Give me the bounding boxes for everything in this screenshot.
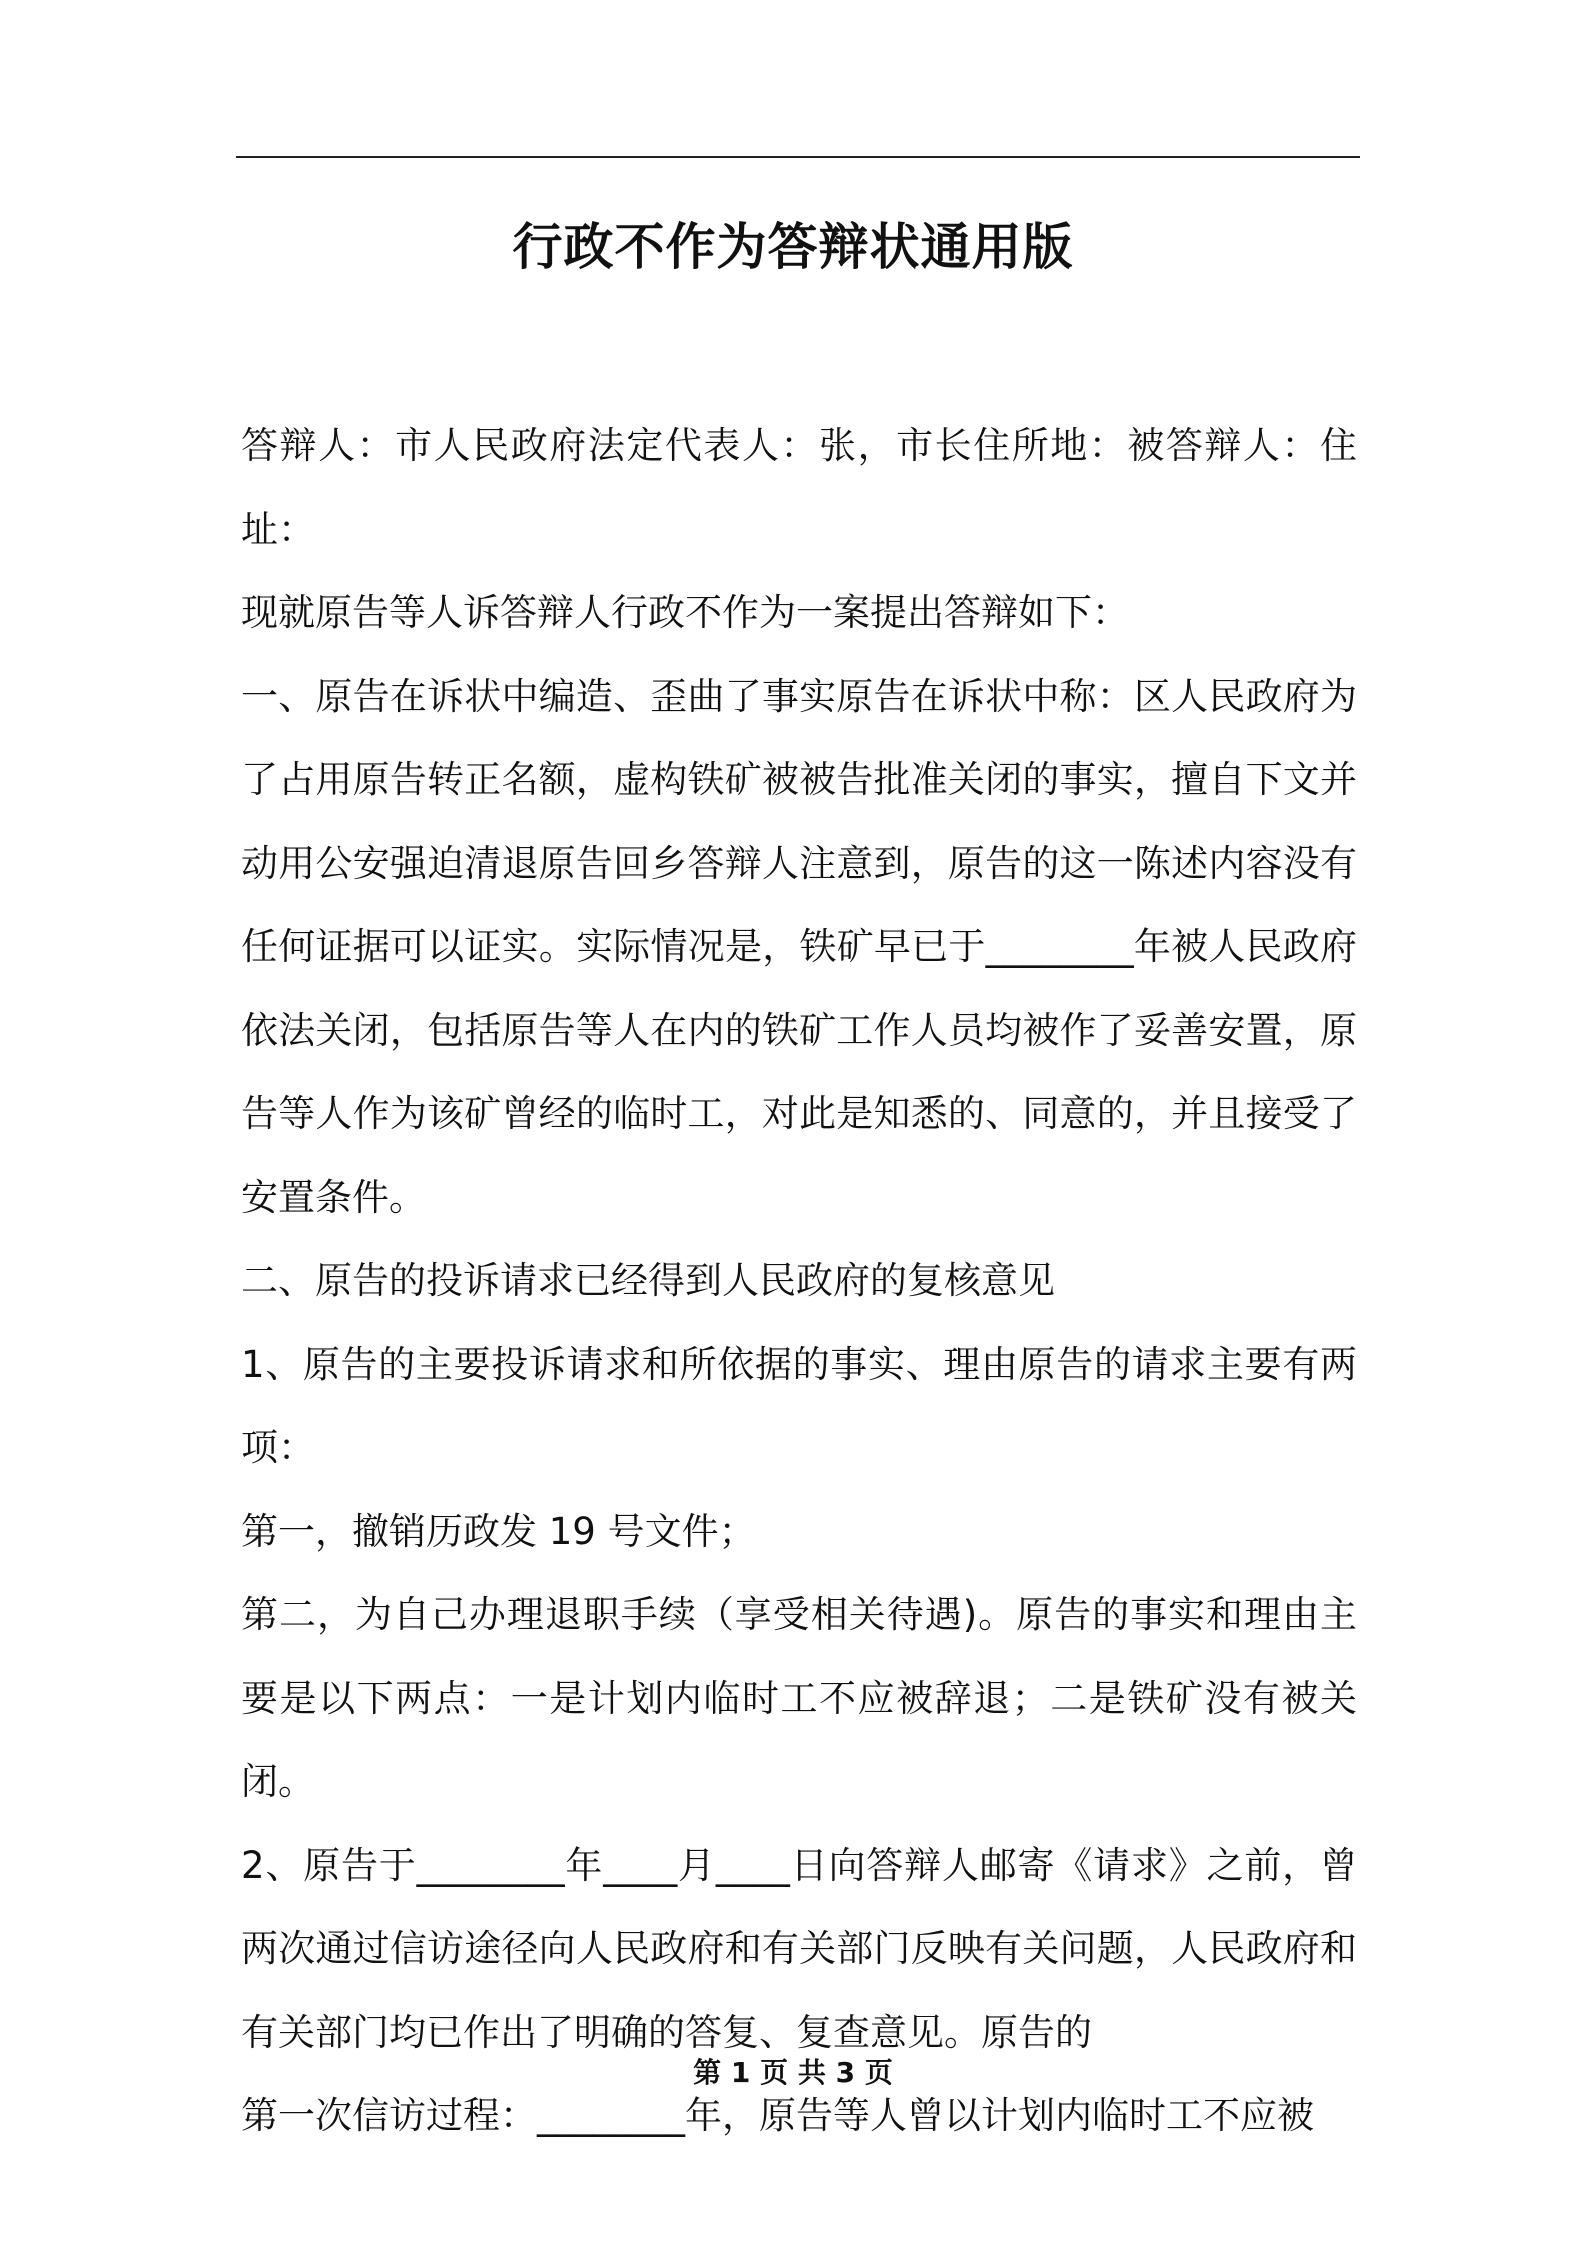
paragraph-section-two-heading: 二、原告的投诉请求已经得到人民政府的复核意见 [241, 1259, 1055, 1302]
document-body [241, 404, 1357, 2158]
paragraph-item-two: 2、原告于________年____月____日向答辩人邮寄《请求》之前，曾两次通过信访途径向人民政府和有关部门反映有关问题，人民政府和有关部门均已作出了明确的答复、复查意见。原告的 [241, 1843, 1357, 2054]
header-rule [236, 156, 1360, 158]
paragraph-request-second: 第二，为自己办理退职手续（享受相关待遇)。原告的事实和理由主要是以下两点：一是计划内临时工不应被辞退；二是铁矿没有被关闭。 [241, 1593, 1357, 1803]
paragraph-section-one: 一、原告在诉状中编造、歪曲了事实原告在诉状中称：区人民政府为了占用原告转正名额，虚构铁矿被被告批准关闭的事实，擅自下文并动用公安强迫清退原告回乡答辩人注意到，原告的这一陈述内容没有任何证据可以证实。实际情况是，铁矿早已于________年被人民政府依法关闭，包括原告等人在内的铁矿工作人员均被作了妥善安置，原告等人作为该矿曾经的临时工，对此是知悉的、同意的，并且接受了安置条件。 [241, 674, 1357, 1219]
paragraph-request-first: 第一，撤销历政发 19 号文件； [241, 1509, 756, 1553]
page-number-footer: 第 1 页 共 3 页 [693, 2056, 893, 2089]
document-title: 行政不作为答辩状通用版 [512, 218, 1074, 276]
paragraph-item-one: 1、原告的主要投诉请求和所依据的事实、理由原告的请求主要有两项： [241, 1342, 1357, 1469]
paragraph-intro: 现就原告等人诉答辩人行政不作为一案提出答辩如下： [241, 591, 1129, 634]
paragraph-first-petition: 第一次信访过程：________年，原告等人曾以计划内临时工不应被 [241, 2094, 1314, 2137]
paragraph-parties: 答辩人：市人民政府法定代表人：张，市长住所地：被答辩人：住址： [241, 424, 1357, 551]
